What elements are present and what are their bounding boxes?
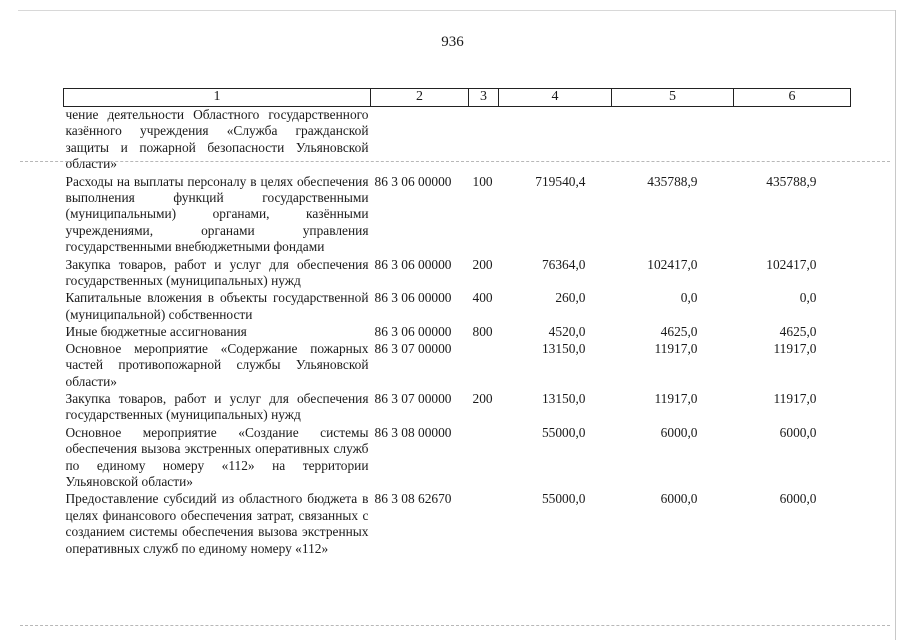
row-value-6: 0,0 <box>799 290 817 306</box>
row-expense-type <box>469 491 499 557</box>
table-row <box>64 391 851 425</box>
budget-table <box>63 88 851 557</box>
row-name: Закупка товаров, работ и услуг для обеспечения государственных (муниципальных) нужд <box>65 390 369 423</box>
row-value-5: 102417,0 <box>647 256 698 272</box>
row-expense-type <box>469 341 499 391</box>
row-name: Основное мероприятие «Создание системы обеспечения вызова экстренных оперативных служб по единому номеру «112» на территории Ульяновской области» <box>65 424 369 489</box>
row-value-4: 76364,0 <box>541 256 586 272</box>
header-col-6: 6 <box>734 89 851 107</box>
row-expense-type: 400 <box>472 290 493 306</box>
table-row <box>64 324 851 340</box>
table-row <box>64 425 851 492</box>
scan-border-top <box>18 10 896 11</box>
row-expense-type: 800 <box>472 324 493 340</box>
header-col-2: 2 <box>371 89 469 107</box>
header-col-3: 3 <box>469 89 499 107</box>
row-value-6: 6000,0 <box>779 424 817 440</box>
row-value-6: 11917,0 <box>773 340 817 356</box>
header-col-5: 5 <box>612 89 734 107</box>
table-header <box>64 89 851 107</box>
row-value-5: 6000,0 <box>660 424 698 440</box>
table-row <box>64 290 851 324</box>
row-expense-type: 200 <box>472 256 493 272</box>
row-value-4 <box>499 107 612 174</box>
row-value-6: 435788,9 <box>766 173 817 189</box>
row-value-4: 260,0 <box>555 290 586 306</box>
table-row <box>64 107 851 174</box>
row-value-5: 0,0 <box>680 290 698 306</box>
row-code: 86 3 08 00000 <box>374 424 452 440</box>
table-row <box>64 491 851 557</box>
page-number: 936 <box>441 34 464 50</box>
row-code: 86 3 08 62670 <box>374 491 452 507</box>
table-row <box>64 341 851 391</box>
row-name: Капитальные вложения в объекты государственной (муниципальной) собственности <box>65 290 369 322</box>
row-code: 86 3 06 00000 <box>374 173 452 189</box>
row-code: 86 3 07 00000 <box>374 340 452 356</box>
row-value-5: 435788,9 <box>647 173 698 189</box>
header-col-4: 4 <box>499 89 612 107</box>
row-value-4: 4520,0 <box>548 324 586 340</box>
table-row <box>64 257 851 291</box>
row-code: 86 3 06 00000 <box>374 290 452 306</box>
row-value-6: 6000,0 <box>779 491 817 507</box>
row-code: 86 3 07 00000 <box>374 390 452 406</box>
row-name: Предоставление субсидий из областного бюджета в целях финансового обеспечения затрат, связанных с созданием системы обеспечения вызова экстренных оперативных служб по единому номеру «112» <box>65 491 369 556</box>
table-body <box>64 107 851 557</box>
row-name: Основное мероприятие «Содержание пожарных частей противопожарной службы Ульяновской области» <box>65 340 369 389</box>
row-name: Расходы на выплаты персоналу в целях обеспечения выполнения функций государственными (муниципальными) органами, казёнными учреждениями, органами управления государственными внебюджетными фондами <box>65 173 369 255</box>
row-value-5 <box>612 107 734 174</box>
row-expense-type <box>469 107 499 174</box>
row-expense-type <box>469 425 499 492</box>
row-value-5: 11917,0 <box>654 340 698 356</box>
scan-border-right <box>895 10 896 640</box>
row-value-5: 4625,0 <box>660 324 698 340</box>
row-name: Иные бюджетные ассигнования <box>65 324 247 340</box>
table-row <box>64 174 851 257</box>
header-col-1: 1 <box>64 89 371 107</box>
row-value-5: 6000,0 <box>660 491 698 507</box>
row-name: чение деятельности Областного государственного казённого учреждения «Служба гражданской защиты и пожарной безопасности Ульяновской области» <box>65 107 369 172</box>
scan-artifact-line <box>20 161 890 162</box>
row-code: 86 3 06 00000 <box>374 324 452 340</box>
row-value-6: 4625,0 <box>779 324 817 340</box>
row-code <box>371 107 469 174</box>
row-value-6: 11917,0 <box>773 390 817 406</box>
row-value-6 <box>734 107 851 174</box>
row-name: Закупка товаров, работ и услуг для обеспечения государственных (муниципальных) нужд <box>65 256 369 289</box>
scan-artifact-line <box>20 625 890 626</box>
row-value-4: 719540,4 <box>535 173 586 189</box>
row-value-4: 13150,0 <box>541 340 586 356</box>
row-code: 86 3 06 00000 <box>374 256 452 272</box>
row-expense-type: 200 <box>472 390 493 406</box>
row-value-4: 55000,0 <box>541 424 586 440</box>
row-value-4: 13150,0 <box>541 390 586 406</box>
row-value-5: 11917,0 <box>654 390 698 406</box>
row-value-6: 102417,0 <box>766 256 817 272</box>
header-row <box>64 89 851 107</box>
row-value-4: 55000,0 <box>541 491 586 507</box>
row-expense-type: 100 <box>472 173 493 189</box>
